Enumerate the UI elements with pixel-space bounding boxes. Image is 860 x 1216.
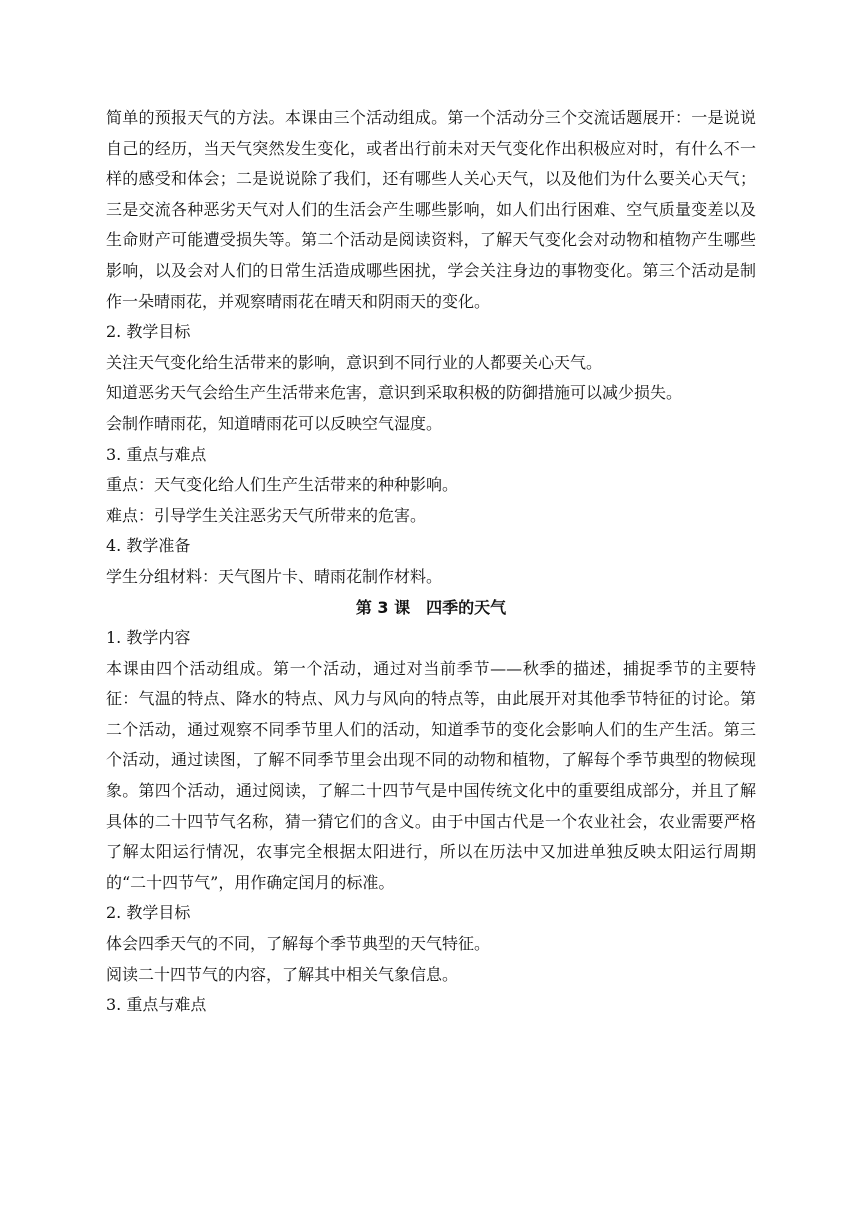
lesson2-goal-2: 知道恶劣天气会给生产生活带来危害，意识到采取积极的防御措施可以减少损失。 — [106, 383, 683, 403]
document-body — [106, 103, 756, 1021]
lesson3-goal-1: 体会四季天气的不同，了解每个季节典型的天气特征。 — [106, 934, 491, 954]
lesson2-goal-1: 关注天气变化给生活带来的影响，意识到不同行业的人都要关心天气。 — [106, 352, 603, 372]
lesson3-content-paragraph: 本课由四个活动组成。第一个活动，通过对当前季节——秋季的描述，捕捉季节的主要特征：气温的特点、降水的特点、风力与风向的特点等，由此展开对其他季节特征的讨论。第二个活动，通过观察不同季节里人们的活动，知道季节的变化会影响人们的生产生活。第三个活动，通过读图，了解不同季节里会出现不同的动物和植物，了解每个季节典型的物候现象。第四个活动，通过阅读，了解二十四节气是中国传统文化中的重要组成部分，并且了解具体的二十四节气名称，猜一猜它们的含义。由于中国古代是一个农业社会，农业需要严格了解太阳运行情况，农事完全根据太阳进行，所以在历法中又加进单独反映太阳运行周期的“二十四节气”，用作确定闰月的标准。 — [106, 658, 756, 892]
lesson2-prep-heading: 4. 教学准备 — [106, 536, 191, 556]
lesson3-key-heading: 3. 重点与难点 — [106, 995, 207, 1015]
lesson3-title: 第 3 课 四季的天气 — [355, 597, 507, 617]
lesson2-goal-3: 会制作晴雨花，知道晴雨花可以反映空气湿度。 — [106, 413, 443, 433]
lesson3-goal-2: 阅读二十四节气的内容，了解其中相关气象信息。 — [106, 964, 459, 984]
lesson2-key-point: 重点：天气变化给人们生产生活带来的种种影响。 — [106, 475, 459, 495]
lesson2-prep: 学生分组材料：天气图片卡、晴雨花制作材料。 — [106, 566, 443, 586]
lesson2-goals-heading: 2. 教学目标 — [106, 322, 191, 342]
lesson2-key-heading: 3. 重点与难点 — [106, 444, 207, 464]
lesson3-content-heading: 1. 教学内容 — [106, 628, 191, 648]
lesson2-content-paragraph: 简单的预报天气的方法。本课由三个活动组成。第一个活动分三个交流话题展开：一是说说自己的经历，当天气突然发生变化，或者出行前未对天气变化作出积极应对时，有什么不一样的感受和体会；二是说说除了我们，还有哪些人关心天气，以及他们为什么要关心天气；三是交流各种恶劣天气对人们的生活会产生哪些影响，如人们出行困难、空气质量变差以及生命财产可能遭受损失等。第二个活动是阅读资料，了解天气变化会对动物和植物产生哪些影响，以及会对人们的日常生活造成哪些困扰，学会关注身边的事物变化。第三个活动是制作一朵晴雨花，并观察晴雨花在晴天和阴雨天的变化。 — [106, 108, 756, 311]
lesson2-difficult-point: 难点：引导学生关注恶劣天气所带来的危害。 — [106, 505, 427, 525]
lesson3-goals-heading: 2. 教学目标 — [106, 903, 191, 923]
